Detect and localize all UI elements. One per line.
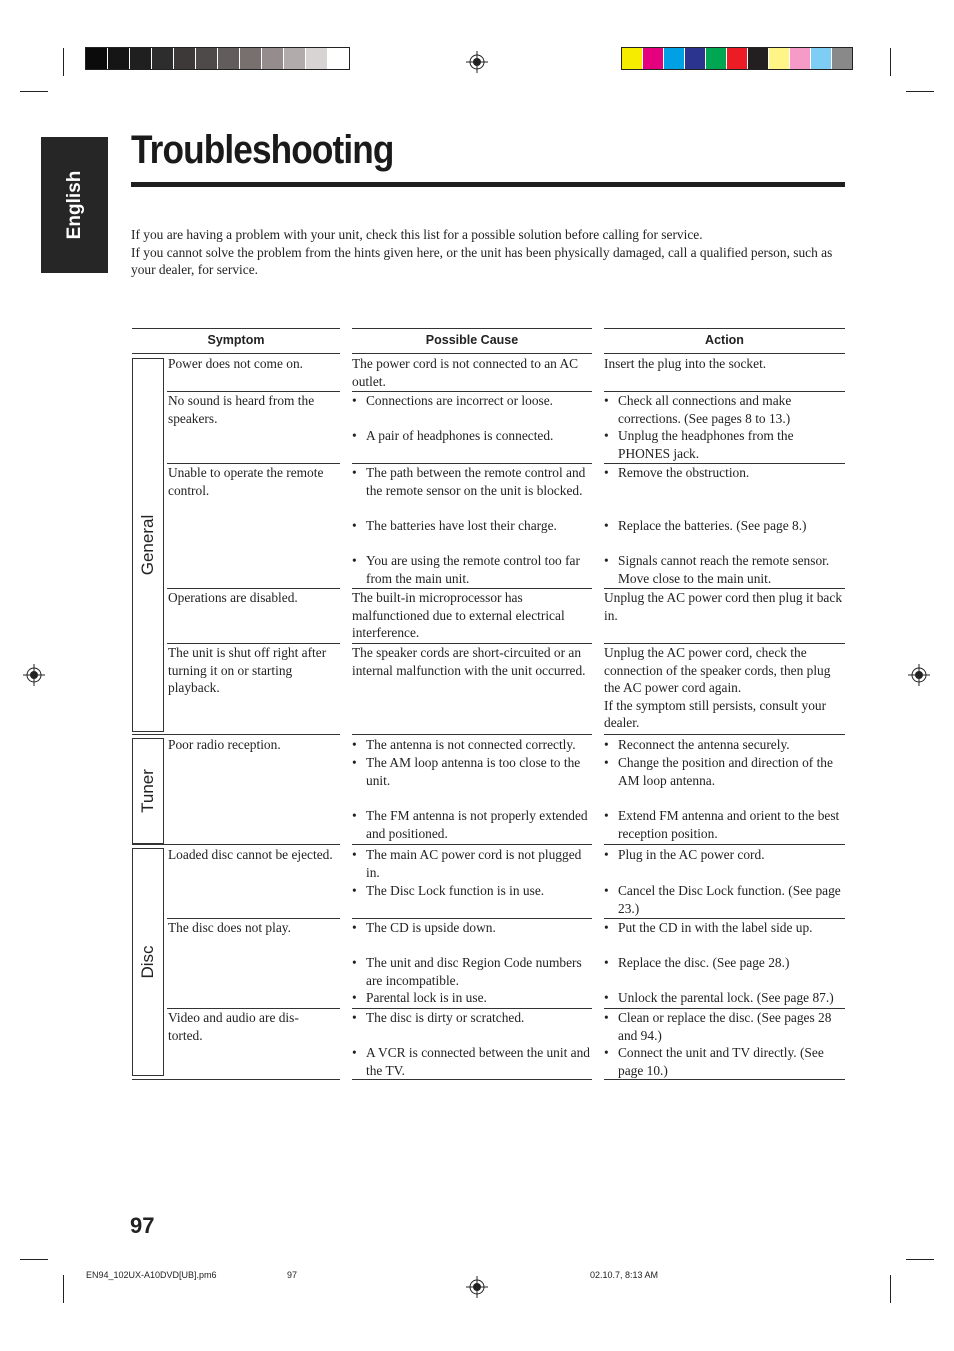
- category-label: Disc: [138, 945, 157, 979]
- intro-paragraph: If you cannot solve the problem from the hints given here, or the unit has been physically damaged, call a qualified person, such as your dealer, for service.: [131, 244, 833, 277]
- section-divider: [132, 844, 340, 845]
- footer-filename: EN94_102UX-A10DVD[UB].pm6: [86, 1270, 217, 1280]
- symptom-cell: [168, 644, 341, 697]
- action-item: [604, 1009, 845, 1044]
- action-bullet: • Replace the disc. (See page 28.): [604, 954, 845, 972]
- color-swatch: [790, 48, 811, 69]
- gray-swatch: [174, 48, 196, 69]
- section-divider: [352, 844, 592, 845]
- intro-paragraph: If you are having a problem with your unit, check this list for a possible solution before calling for service.: [131, 227, 703, 242]
- symptom-cell: [168, 736, 340, 754]
- crop-mark: [890, 1275, 891, 1303]
- action-bullet: • Put the CD in with the label side up.: [604, 919, 845, 937]
- cause-item: [352, 954, 590, 989]
- action-bullet: • Extend FM antenna and orient to the best reception position.: [604, 807, 845, 842]
- gray-swatch: [130, 48, 152, 69]
- action-text: Unplug the AC power cord, check the connection of the speaker cords, then plug the AC power cord again.: [604, 645, 831, 696]
- color-swatch: [748, 48, 769, 69]
- cause-item: [352, 392, 590, 410]
- cause-item: [352, 882, 590, 900]
- crop-mark: [20, 91, 48, 92]
- category-label: Tuner: [138, 769, 157, 813]
- color-swatch: [685, 48, 706, 69]
- action-item: [604, 882, 845, 917]
- action-item: [604, 807, 845, 842]
- cause-bullet: • The disc is dirty or scratched.: [352, 1009, 590, 1027]
- cause-bullet: • Parental lock is in use.: [352, 989, 590, 1007]
- gray-swatch: [152, 48, 174, 69]
- registration-mark-icon: [908, 664, 930, 686]
- symptom-cell: [168, 464, 340, 499]
- cause-item: [352, 552, 590, 587]
- symptom-cell: [168, 1009, 318, 1044]
- cause-bullet: • The main AC power cord is not plugged in.: [352, 846, 590, 881]
- header-action: Action: [604, 328, 845, 354]
- action-item: [604, 427, 845, 462]
- action-cell: [604, 644, 846, 732]
- color-swatch: [706, 48, 727, 69]
- cause-text: The power cord is not connected to an AC outlet.: [352, 356, 579, 389]
- cause-item: [352, 427, 590, 445]
- color-swatch: [832, 48, 852, 69]
- cause-bullet: • The path between the remote control and the remote sensor on the unit is blocked.: [352, 464, 590, 499]
- gray-swatch: [306, 48, 328, 69]
- symptom-cell: [168, 392, 340, 427]
- page-number: 97: [130, 1213, 155, 1238]
- cause-item: [352, 754, 590, 789]
- color-swatch: [622, 48, 643, 69]
- symptom-cell: [168, 846, 340, 864]
- gray-swatch: [328, 48, 349, 69]
- color-calibration-bar: [621, 47, 853, 70]
- cause-item: [352, 517, 590, 535]
- action-item: [604, 552, 845, 587]
- footer-timestamp: 02.10.7, 8:13 AM: [590, 1270, 659, 1280]
- crop-mark: [63, 1275, 64, 1303]
- action-cell: [604, 589, 842, 624]
- color-swatch: [664, 48, 685, 69]
- action-bullet: • Connect the unit and TV directly. (See page 10.): [604, 1044, 845, 1079]
- action-bullet: • Check all connections and make corrections. (See pages 8 to 13.): [604, 392, 845, 427]
- cause-item: [352, 846, 590, 881]
- cause-item: [352, 736, 594, 754]
- cause-cell: [352, 644, 588, 679]
- color-swatch: [811, 48, 832, 69]
- footer-page: 97: [287, 1270, 298, 1280]
- cause-bullet: • The CD is upside down.: [352, 919, 590, 937]
- title-rule: [131, 182, 845, 187]
- crop-mark: [890, 48, 891, 76]
- cause-cell: [352, 589, 588, 642]
- symptom-cell: [168, 589, 340, 607]
- grayscale-calibration-bar: [85, 47, 350, 70]
- action-item: [604, 736, 845, 754]
- cause-bullet: • The FM antenna is not properly extended and positioned.: [352, 807, 590, 842]
- cause-bullet: • The Disc Lock function is in use.: [352, 882, 590, 900]
- crop-mark: [20, 1259, 48, 1260]
- action-text: Unplug the AC power cord then plug it back in.: [604, 590, 843, 623]
- crop-mark: [906, 1259, 934, 1260]
- symptom-cell: [168, 355, 340, 373]
- symptom-text: Operations are disabled.: [168, 590, 298, 605]
- action-bullet: • Clean or replace the disc. (See pages 28 and 94.): [604, 1009, 845, 1044]
- section-divider: [604, 734, 845, 735]
- cause-bullet: • You are using the remote control too far from the main unit.: [352, 552, 590, 587]
- action-item: [604, 954, 845, 972]
- action-text: If the symptom still persists, consult your dealer.: [604, 697, 827, 731]
- language-label: English: [63, 170, 85, 240]
- color-swatch: [727, 48, 748, 69]
- action-item: [604, 919, 845, 937]
- symptom-text: Unable to operate the remote control.: [168, 465, 324, 498]
- action-bullet: • Cancel the Disc Lock function. (See page 23.): [604, 882, 845, 917]
- action-text: Insert the plug into the socket.: [604, 356, 767, 371]
- header-symptom: Symptom: [132, 328, 340, 354]
- registration-mark-icon: [23, 664, 45, 686]
- category-label: General: [138, 514, 157, 576]
- symptom-text: Poor radio reception.: [168, 737, 281, 752]
- action-bullet: • Unplug the headphones from the PHONES jack.: [604, 427, 845, 462]
- crop-mark: [63, 48, 64, 76]
- crop-mark: [906, 91, 934, 92]
- gray-swatch: [284, 48, 306, 69]
- symptom-text: The disc does not play.: [168, 920, 291, 935]
- gray-swatch: [218, 48, 240, 69]
- action-item: [604, 464, 845, 482]
- symptom-text: Video and audio are dis-torted.: [168, 1010, 299, 1043]
- cause-bullet: • The AM loop antenna is too close to the unit.: [352, 754, 590, 789]
- cause-item: [352, 919, 590, 937]
- action-item: [604, 392, 845, 427]
- symptom-cell: [168, 919, 340, 937]
- header-cause: Possible Cause: [352, 328, 592, 354]
- cause-text: The built-in microprocessor has malfunctioned due to external electrical interference.: [352, 590, 565, 641]
- cause-item: [352, 464, 590, 499]
- action-item: [604, 517, 845, 535]
- cause-item: [352, 807, 590, 842]
- action-bullet: • Signals cannot reach the remote sensor. Move close to the main unit.: [604, 552, 845, 587]
- color-swatch: [643, 48, 664, 69]
- action-bullet: • Change the position and direction of the AM loop antenna.: [604, 754, 845, 789]
- category-tuner: [132, 738, 164, 844]
- cause-bullet: • A pair of headphones is connected.: [352, 427, 590, 445]
- color-swatch: [769, 48, 790, 69]
- symptom-text: Loaded disc cannot be ejected.: [168, 847, 333, 862]
- category-general: [132, 358, 164, 732]
- language-tab: [41, 137, 108, 273]
- cause-bullet: • Connections are incorrect or loose.: [352, 392, 590, 410]
- action-bullet: • Plug in the AC power cord.: [604, 846, 845, 864]
- registration-mark-icon: [466, 1276, 488, 1298]
- action-bullet: • Unlock the parental lock. (See page 87.): [604, 989, 850, 1007]
- action-cell: [604, 355, 845, 373]
- section-divider: [604, 844, 845, 845]
- gray-swatch: [196, 48, 218, 69]
- action-item: [604, 1044, 845, 1079]
- gray-swatch: [86, 48, 108, 69]
- intro-text: [131, 226, 845, 279]
- symptom-text: The unit is shut off right after turning it on or starting playback.: [168, 645, 327, 696]
- cause-bullet: • The unit and disc Region Code numbers are incompatible.: [352, 954, 590, 989]
- cause-bullet: • The antenna is not connected correctly.: [352, 736, 594, 754]
- cause-cell: [352, 355, 588, 390]
- action-item: [604, 754, 845, 789]
- action-item: [604, 846, 845, 864]
- category-disc: [132, 848, 164, 1076]
- cause-item: [352, 1044, 590, 1079]
- table-bottom-rule: [132, 1079, 340, 1080]
- gray-swatch: [262, 48, 284, 69]
- action-item: [604, 989, 850, 1007]
- section-divider: [352, 734, 592, 735]
- gray-swatch: [240, 48, 262, 69]
- cause-item: [352, 989, 590, 1007]
- cause-bullet: • The batteries have lost their charge.: [352, 517, 590, 535]
- cause-bullet: • A VCR is connected between the unit and the TV.: [352, 1044, 590, 1079]
- action-bullet: • Remove the obstruction.: [604, 464, 845, 482]
- cause-text: The speaker cords are short-circuited or an internal malfunction with the unit occurred.: [352, 645, 586, 678]
- symptom-text: Power does not come on.: [168, 356, 303, 371]
- page-title: Troubleshooting: [131, 128, 394, 172]
- gray-swatch: [108, 48, 130, 69]
- action-bullet: • Replace the batteries. (See page 8.): [604, 517, 845, 535]
- action-bullet: • Reconnect the antenna securely.: [604, 736, 845, 754]
- symptom-text: No sound is heard from the speakers.: [168, 393, 315, 426]
- section-divider: [132, 734, 340, 735]
- cause-item: [352, 1009, 590, 1027]
- registration-mark-icon: [466, 51, 488, 73]
